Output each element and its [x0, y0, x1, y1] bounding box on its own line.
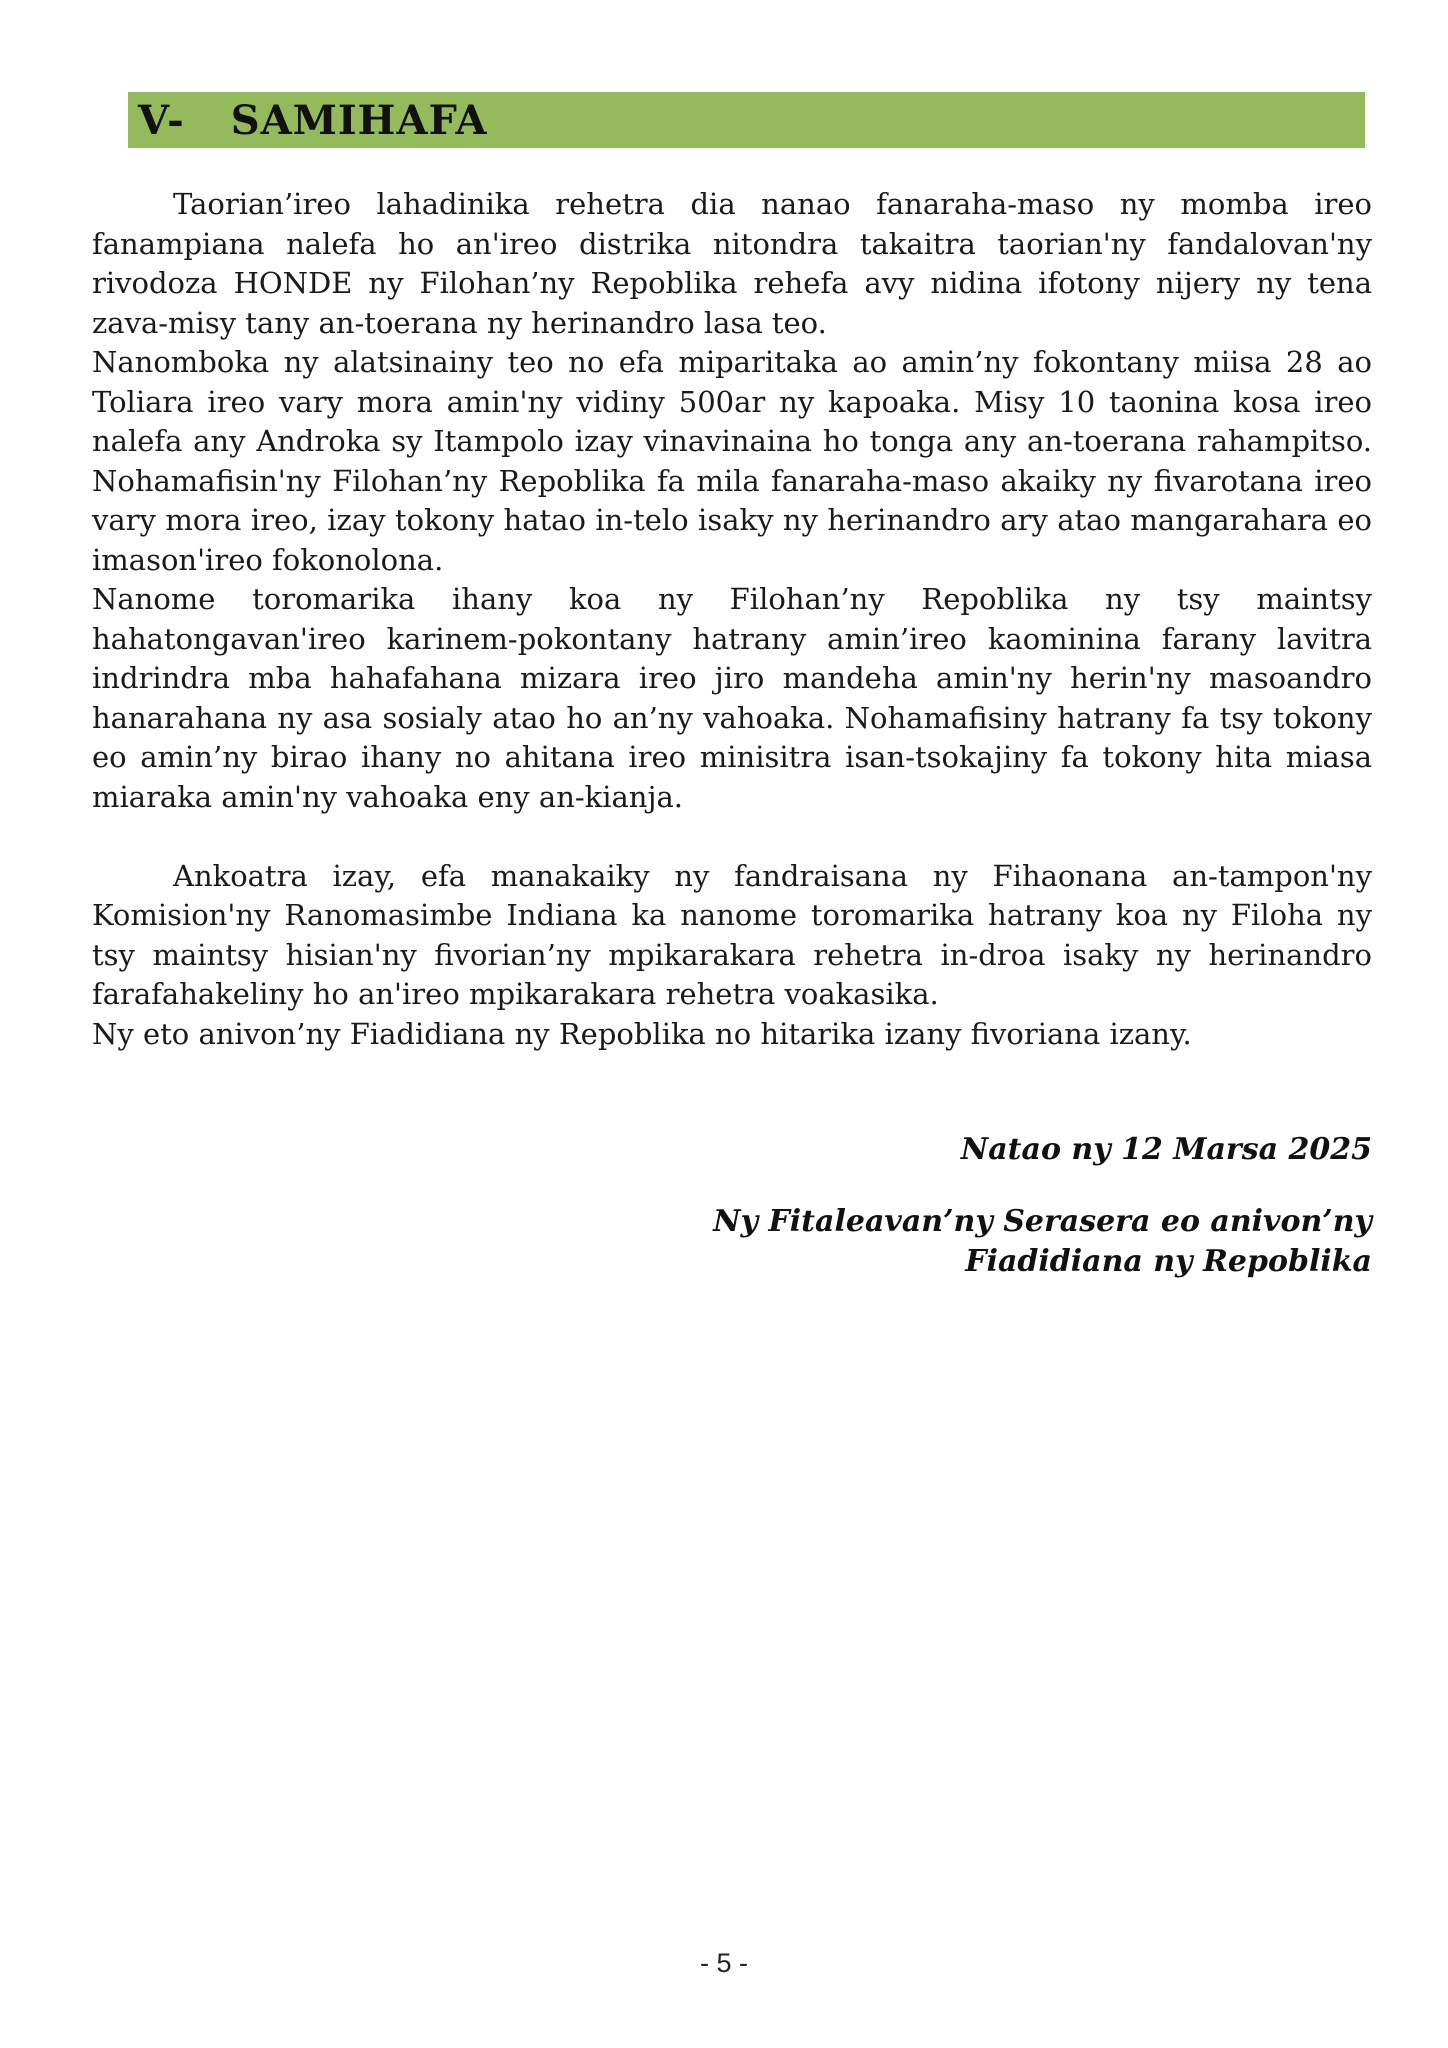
signature-office — [713, 1202, 1372, 1282]
section-header-bar — [128, 92, 1365, 148]
paragraph-presidency-lead: Ny eto anivon’ny Fiadidiana ny Repoblika no hitarika izany fivoriana izany. — [92, 1016, 1192, 1051]
section-title: SAMIHAFA — [230, 96, 488, 144]
paragraph-followup-monitoring: Taorian’ireo lahadinika rehetra dia nanao fanaraha-maso ny momba ireo fanampiana nalefa ho an'ireo distrika nitondra takaitra taorian'ny fandalovan'ny rivodoza HONDE ny Filohan’ny Repoblika rehefa avy nidina ifotony nijery ny tena zava-misy tany an-toerana ny herinandro lasa teo. — [92, 187, 1372, 340]
signature-office-line2: Fiadidiana ny Repoblika — [965, 1244, 1372, 1279]
document-body — [92, 185, 1372, 1054]
section-number: V- — [138, 96, 185, 144]
signature-office-line1: Ny Fitaleavan’ny Serasera eo anivon’ny — [713, 1204, 1372, 1239]
signature-block — [713, 1130, 1372, 1282]
paragraph-fokontany-directives: Nanome toromarika ihany koa ny Filohan’ny Repoblika ny tsy maintsy hahatongavan'ireo karinem-pokontany hatrany amin’ireo kaominina farany lavitra indrindra mba hahafahana mizara ireo jiro mandeha amin'ny herin'ny masoandro hanarahana ny asa sosialy atao ho an’ny vahoaka. Nohamafisiny hatrany fa tsy tokony eo amin’ny birao ihany no ahitana ireo minisitra isan-tsokajiny fa tokony hita miasa miaraka amin'ny vahoaka eny an-kianja. — [92, 582, 1372, 814]
paragraph-summit-preparation: Ankoatra izay, efa manakaiky ny fandraisana ny Fihaonana an-tampon'ny Komision'ny Ranomasimbe Indiana ka nanome toromarika hatrany koa ny Filoha ny tsy maintsy hisian'ny fivorian’ny mpikarakara rehetra in-droa isaky ny herinandro farafahakeliny ho an'ireo mpikarakara rehetra voakasika. — [92, 858, 1372, 1011]
paragraph-rice-distribution: Nanomboka ny alatsinainy teo no efa miparitaka ao amin’ny fokontany miisa 28 ao Toliara ireo vary mora amin'ny vidiny 500ar ny kapoaka. Misy 10 taonina kosa ireo nalefa any Androka sy Itampolo izay vinavinaina ho tonga any an-toerana rahampitso. Nohamafisin'ny Filohan’ny Repoblika fa mila fanaraha-maso akaiky ny fivarotana ireo vary mora ireo, izay tokony hatao in-telo isaky ny herinandro ary atao mangarahara eo imason'ireo fokonolona. — [92, 345, 1372, 577]
page-number: - 5 - — [699, 1948, 748, 1978]
signature-date: Natao ny 12 Marsa 2025 — [960, 1132, 1372, 1167]
